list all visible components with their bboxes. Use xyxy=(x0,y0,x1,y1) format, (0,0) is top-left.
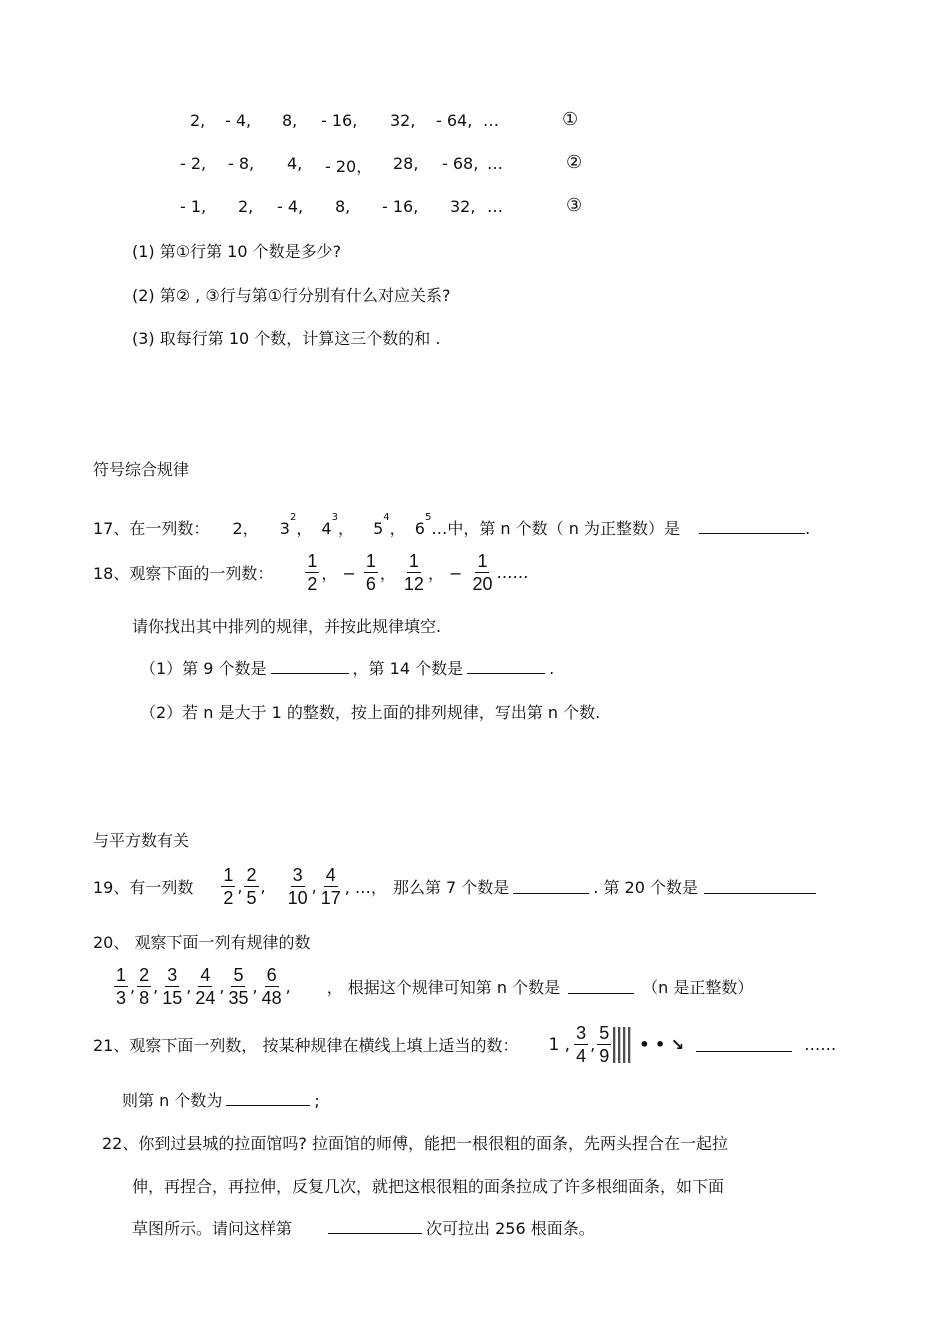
term-base: 5 xyxy=(373,519,384,538)
q1-text: ，第 14 个数是 xyxy=(352,659,464,678)
answer-blank[interactable] xyxy=(467,659,545,674)
fraction xyxy=(114,964,128,1009)
denominator: 3 xyxy=(116,988,127,1008)
denominator: 4 xyxy=(576,1046,587,1066)
seq-term: - 4, xyxy=(277,197,304,216)
separator: ， − xyxy=(321,564,356,583)
ellipsis: …… xyxy=(496,563,529,582)
numerator: 5 xyxy=(233,965,244,985)
denominator: 6 xyxy=(365,574,376,594)
ellipsis: …… xyxy=(804,1035,837,1054)
seq-term: - 20， xyxy=(325,157,373,176)
seq-term: - 1, xyxy=(180,197,207,216)
seq-term: 2, xyxy=(238,197,254,216)
comma: , xyxy=(130,977,136,996)
problem-lead: 18、观察下面的一列数： xyxy=(93,564,274,583)
denominator: 20 xyxy=(472,574,493,594)
denominator: 15 xyxy=(162,988,183,1008)
answer-blank[interactable] xyxy=(271,659,349,674)
exponent: 2 xyxy=(289,512,297,523)
denominator: 10 xyxy=(287,888,308,908)
fraction xyxy=(305,550,319,595)
instruction: 请你找出其中排列的规律，并按此规律填空. xyxy=(132,617,442,636)
blurred-image xyxy=(613,1027,633,1063)
row-marker: ① xyxy=(562,109,579,130)
numerator: 1 xyxy=(408,551,419,571)
numerator: 1 xyxy=(365,551,376,571)
separator: ， xyxy=(379,564,396,583)
problem-22-line3 xyxy=(132,1216,595,1239)
comma: , xyxy=(260,877,266,896)
problem-text: 次可拉出 256 根面条。 xyxy=(426,1219,595,1238)
comma: , xyxy=(590,1035,596,1054)
problem-text: 那么第 7 个数是 xyxy=(392,878,510,897)
numerator: 1 xyxy=(307,551,318,571)
separator: ， − xyxy=(427,564,463,583)
numerator: 3 xyxy=(576,1023,587,1043)
question-1: (1) 第①行第 10 个数是多少? xyxy=(132,242,342,261)
problem-17 xyxy=(93,512,811,539)
semicolon: ; xyxy=(314,1091,320,1110)
fraction xyxy=(160,964,184,1009)
problem-20 xyxy=(114,964,753,1009)
fraction xyxy=(597,1022,611,1067)
seq-term: 28, xyxy=(393,154,419,173)
numerator: 1 xyxy=(116,965,127,985)
q1-text: （1）第 9 个数是 xyxy=(140,659,267,678)
problem-lead: 19、有一列数 xyxy=(93,878,194,897)
term-base: 6 xyxy=(414,519,425,538)
denominator: 2 xyxy=(307,574,318,594)
seq-term: - 4, xyxy=(225,111,252,130)
term-tail: …中，第 n 个数（ n 为正整数）是 xyxy=(431,519,680,538)
seq-term: - 8, xyxy=(228,154,255,173)
problem-text: 则第 n 个数为 xyxy=(122,1091,223,1110)
seq-term: 32, xyxy=(390,111,416,130)
comma: , xyxy=(186,977,192,996)
seq-term: - 16, xyxy=(321,111,358,130)
problem-19 xyxy=(93,864,816,909)
denominator: 12 xyxy=(403,574,424,594)
seq-term: 4, xyxy=(287,154,303,173)
comma: , xyxy=(252,977,258,996)
answer-blank[interactable] xyxy=(328,1219,422,1234)
numerator: 2 xyxy=(139,965,150,985)
seq-term: … xyxy=(487,154,503,173)
denominator: 48 xyxy=(261,988,282,1008)
comma: , xyxy=(237,877,243,896)
problem-18-q2: （2）若 n 是大于 1 的整数，按上面的排列规律，写出第 n 个数. xyxy=(140,703,601,722)
problem-18 xyxy=(93,550,530,595)
fraction xyxy=(364,550,378,595)
answer-blank[interactable] xyxy=(699,519,805,534)
answer-blank[interactable] xyxy=(696,1037,792,1052)
row-marker: ③ xyxy=(566,195,583,216)
fraction xyxy=(221,864,235,909)
fraction xyxy=(286,864,310,909)
problem-text: 草图所示。请问这样第 xyxy=(132,1219,293,1238)
seq-term: - 68, xyxy=(442,154,479,173)
numerator: 5 xyxy=(599,1023,610,1043)
problem-22-line1: 22、你到过县城的拉面馆吗? 拉面馆的师傅，能把一根很粗的面条，先两头捏合在一起拉 xyxy=(102,1134,728,1153)
answer-blank[interactable] xyxy=(568,979,634,994)
answer-blank[interactable] xyxy=(704,879,816,894)
problem-text: . 第 20 个数是 xyxy=(593,878,699,897)
denominator: 2 xyxy=(223,888,234,908)
comma: , xyxy=(219,977,225,996)
fraction xyxy=(244,864,258,909)
term-sep: ， xyxy=(337,519,354,538)
problem-21 xyxy=(93,1022,836,1067)
comma: , xyxy=(153,977,159,996)
comma: , xyxy=(285,977,291,996)
period: . xyxy=(549,659,555,678)
term: 1 , xyxy=(548,1034,571,1055)
problem-18-q1 xyxy=(140,656,554,679)
row-marker: ② xyxy=(566,152,583,173)
problem-lead: 21、观察下面一列数， 按某种规律在横线上填上适当的数： xyxy=(93,1036,519,1055)
section-heading: 符号综合规律 xyxy=(93,460,190,479)
denominator: 17 xyxy=(320,888,341,908)
question-2: (2) 第② , ③行与第①行分别有什么对应关系? xyxy=(132,286,451,305)
term: 2， xyxy=(232,519,259,538)
comma: , …， xyxy=(344,878,387,897)
denominator: 35 xyxy=(228,988,249,1008)
numerator: 2 xyxy=(246,865,257,885)
exponent: 5 xyxy=(424,512,432,523)
seq-term: … xyxy=(483,111,499,130)
term-sep: ， xyxy=(296,519,313,538)
numerator: 6 xyxy=(266,965,277,985)
fraction xyxy=(574,1022,588,1067)
problem-20-lead: 20、 观察下面一列有规律的数 xyxy=(93,933,311,952)
term-base: 3 xyxy=(279,519,290,538)
fraction xyxy=(470,550,494,595)
numerator: 3 xyxy=(292,865,303,885)
numerator: 1 xyxy=(223,865,234,885)
exponent: 4 xyxy=(383,512,390,523)
exponent: 3 xyxy=(331,512,338,523)
fraction xyxy=(402,550,426,595)
seq-term: … xyxy=(487,197,503,216)
seq-term: 8, xyxy=(335,197,351,216)
denominator: 24 xyxy=(195,988,216,1008)
numerator: 3 xyxy=(167,965,178,985)
answer-blank[interactable] xyxy=(226,1091,310,1106)
numerator: 4 xyxy=(200,965,211,985)
problem-text: ， 根据这个规律可知第 n 个数是 xyxy=(326,978,561,997)
problem-text: （n 是正整数） xyxy=(642,978,754,997)
comma: , xyxy=(311,877,317,896)
fraction xyxy=(319,864,343,909)
seq-term: 8, xyxy=(282,111,298,130)
period: . xyxy=(805,519,811,538)
seq-term: - 16, xyxy=(382,197,419,216)
term-base: 4 xyxy=(321,519,332,538)
denominator: 5 xyxy=(246,888,257,908)
numerator: 4 xyxy=(325,865,336,885)
problem-21-line2 xyxy=(122,1088,320,1111)
fraction xyxy=(226,964,250,1009)
seq-term: - 2, xyxy=(180,154,207,173)
numerator: 1 xyxy=(477,551,488,571)
problem-lead: 17、在一列数： xyxy=(93,519,210,538)
seq-term: - 64, xyxy=(436,111,473,130)
answer-blank[interactable] xyxy=(513,879,589,894)
term-sep: ， xyxy=(389,519,406,538)
fraction xyxy=(137,964,151,1009)
denominator: 8 xyxy=(139,988,150,1008)
question-3: (3) 取每行第 10 个数，计算这三个数的和 . xyxy=(132,329,441,348)
problem-22-line2: 伸，再捏合，再拉伸，反复几次，就把这根很粗的面条拉成了许多根细面条，如下面 xyxy=(132,1177,725,1196)
section-heading: 与平方数有关 xyxy=(93,831,190,850)
fraction xyxy=(193,964,217,1009)
seq-term: 32, xyxy=(450,197,476,216)
fraction xyxy=(260,964,284,1009)
seq-term: 2, xyxy=(190,111,206,130)
denominator: 9 xyxy=(599,1046,610,1066)
dots: • • ↘ xyxy=(639,1035,685,1054)
